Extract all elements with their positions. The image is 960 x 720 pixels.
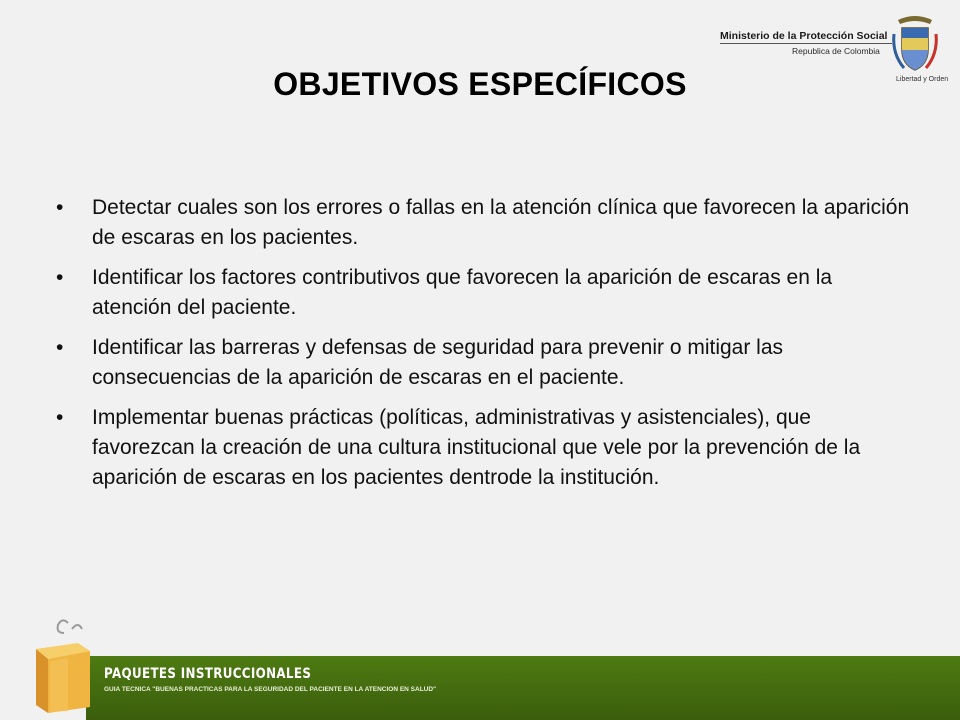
objectives-list	[56, 193, 916, 503]
bullet-text: Detectar cuales son los errores o fallas en la atención clínica que favorecen la aparición de escaras en los pacientes.	[92, 196, 910, 249]
list-item	[56, 333, 916, 393]
logo-divider	[720, 43, 892, 44]
bullet-icon: •	[56, 196, 64, 219]
country-name: Republica de Colombia	[792, 46, 880, 56]
bullet-text: Identificar las barreras y defensas de seguridad para prevenir o mitigar las consecuencias de la aparición de escaras en el paciente.	[92, 336, 784, 389]
footer-title: PAQUETES INSTRUCCIONALES	[104, 666, 312, 682]
list-item	[56, 403, 916, 493]
bullet-icon: •	[56, 406, 64, 429]
ministry-name: Ministerio de la Protección Social	[720, 30, 888, 42]
list-item	[56, 193, 916, 253]
footer-subtitle: GUIA TECNICA "BUENAS PRACTICAS PARA LA SEGURIDAD DEL PACIENTE EN LA ATENCION EN SALUD"	[104, 686, 437, 693]
shopping-bag-icon	[28, 615, 96, 715]
motto-text: Libertad y Orden	[896, 76, 949, 83]
slide-title: OBJETIVOS ESPECÍFICOS	[273, 66, 687, 102]
bullet-icon: •	[56, 336, 64, 359]
footer-banner	[86, 656, 960, 720]
bullet-text: Identificar los factores contributivos que favorecen la aparición de escaras en la atención del paciente.	[92, 266, 833, 319]
bullet-icon: •	[56, 266, 64, 289]
list-item	[56, 263, 916, 323]
bullet-text: Implementar buenas prácticas (políticas, administrativas y asistenciales), que favorezcan la creación de una cultura institucional que vele por la prevención de la aparición de escaras en los pacientes dentrode la institución.	[92, 406, 861, 489]
